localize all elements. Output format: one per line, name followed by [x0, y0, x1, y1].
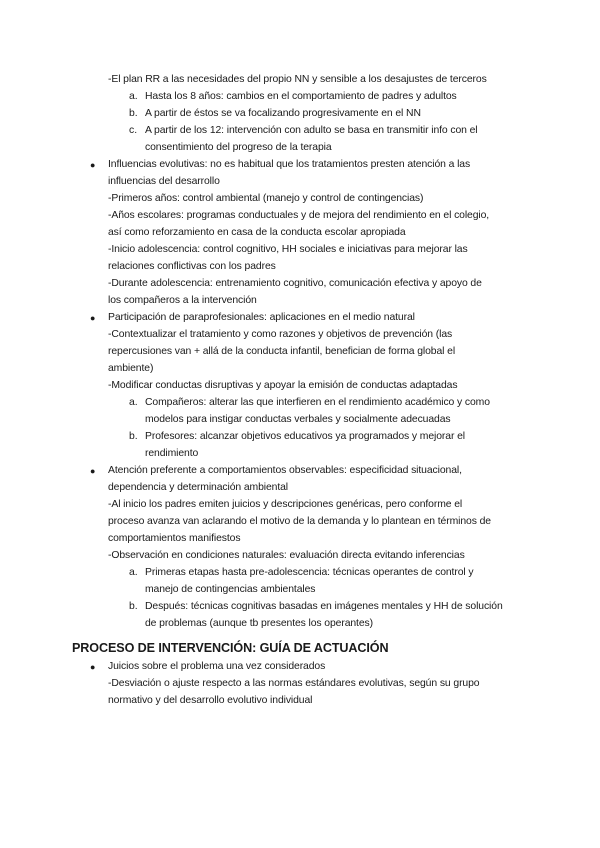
- text-line: -Durante adolescencia: entrenamiento cognitivo, comunicación efectiva y apoyo de: [108, 278, 482, 289]
- text-line: proceso avanza van aclarando el motivo de la demanda y lo plantean en términos de: [108, 516, 491, 527]
- text-line: -Al inicio los padres emiten juicios y descripciones genéricas, pero conforme el: [108, 499, 463, 510]
- section-heading: PROCESO DE INTERVENCIÓN: GUÍA DE ACTUACIÓN: [72, 641, 389, 655]
- text-line: relaciones conflictivas con los padres: [108, 261, 276, 272]
- text-line: rendimiento: [145, 448, 199, 459]
- text-line: repercusiones van + allá de la conducta infantil, benefician de forma global el: [108, 346, 456, 357]
- text-line: -Modificar conductas disruptivas y apoyar la emisión de conductas adaptadas: [108, 380, 458, 391]
- text-line: dependencia y determinación ambiental: [108, 482, 288, 493]
- text-line: Compañeros: alterar las que interfieren en el rendimiento académico y como: [145, 397, 490, 408]
- text-line: -Desviación o ajuste respecto a las normas estándares evolutivas, según su grupo: [108, 678, 480, 689]
- text-line: manejo de contingencias ambientales: [145, 584, 316, 595]
- text-line: consentimiento del progreso de la terapia: [145, 142, 332, 153]
- text-line: -Primeros años: control ambiental (manejo y control de contingencias): [108, 193, 424, 204]
- text-line: Después: técnicas cognitivas basadas en imágenes mentales y HH de solución: [145, 601, 503, 612]
- text-line: -Contextualizar el tratamiento y como razones y objetivos de prevención (las: [108, 329, 453, 340]
- list-letter: b.: [129, 108, 138, 119]
- text-line: normativo y del desarrollo evolutivo individual: [108, 695, 313, 706]
- text-line: -Observación en condiciones naturales: evaluación directa evitando inferencias: [108, 550, 465, 561]
- list-letter: b.: [129, 601, 138, 612]
- bullet-icon: ●: [90, 160, 96, 170]
- list-letter: a.: [129, 91, 138, 102]
- list-letter: b.: [129, 431, 138, 442]
- text-line: Profesores: alcanzar objetivos educativos ya programados y mejorar el: [145, 431, 465, 442]
- text-line: Hasta los 8 años: cambios en el comportamiento de padres y adultos: [145, 91, 457, 102]
- text-line: así como reforzamiento en casa de la conducta escolar apropiada: [108, 227, 406, 238]
- bullet-icon: ●: [90, 466, 96, 476]
- text-line: modelos para instigar conductas verbales y socialmente adecuadas: [145, 414, 451, 425]
- text-line: A partir de éstos se va focalizando progresivamente en el NN: [145, 108, 421, 119]
- text-line: Juicios sobre el problema una vez considerados: [108, 661, 326, 672]
- text-line: A partir de los 12: intervención con adulto se basa en transmitir info con el: [145, 125, 478, 136]
- bullet-icon: ●: [90, 662, 96, 672]
- text-line: Atención preferente a comportamientos observables: especificidad situacional,: [108, 465, 462, 476]
- text-line: los compañeros a la intervención: [108, 295, 257, 306]
- text-line: Influencias evolutivas: no es habitual que los tratamientos presten atención a las: [108, 159, 471, 170]
- text-line: Participación de paraprofesionales: aplicaciones en el medio natural: [108, 312, 415, 323]
- bullet-icon: ●: [90, 313, 96, 323]
- text-line: -Inicio adolescencia: control cognitivo, HH sociales e iniciativas para mejorar las: [108, 244, 468, 255]
- text-line: -Años escolares: programas conductuales y de mejora del rendimiento en el colegio,: [108, 210, 490, 221]
- text-line: influencias del desarrollo: [108, 176, 220, 187]
- list-letter: a.: [129, 567, 138, 578]
- text-line: Primeras etapas hasta pre-adolescencia: técnicas operantes de control y: [145, 567, 474, 578]
- text-line: de problemas (aunque tb presentes los operantes): [145, 618, 373, 629]
- text-line: ambiente): [108, 363, 154, 374]
- list-letter: a.: [129, 397, 138, 408]
- text-line: -El plan RR a las necesidades del propio NN y sensible a los desajustes de terceros: [108, 74, 487, 85]
- text-line: comportamientos manifiestos: [108, 533, 241, 544]
- list-letter: c.: [129, 125, 138, 136]
